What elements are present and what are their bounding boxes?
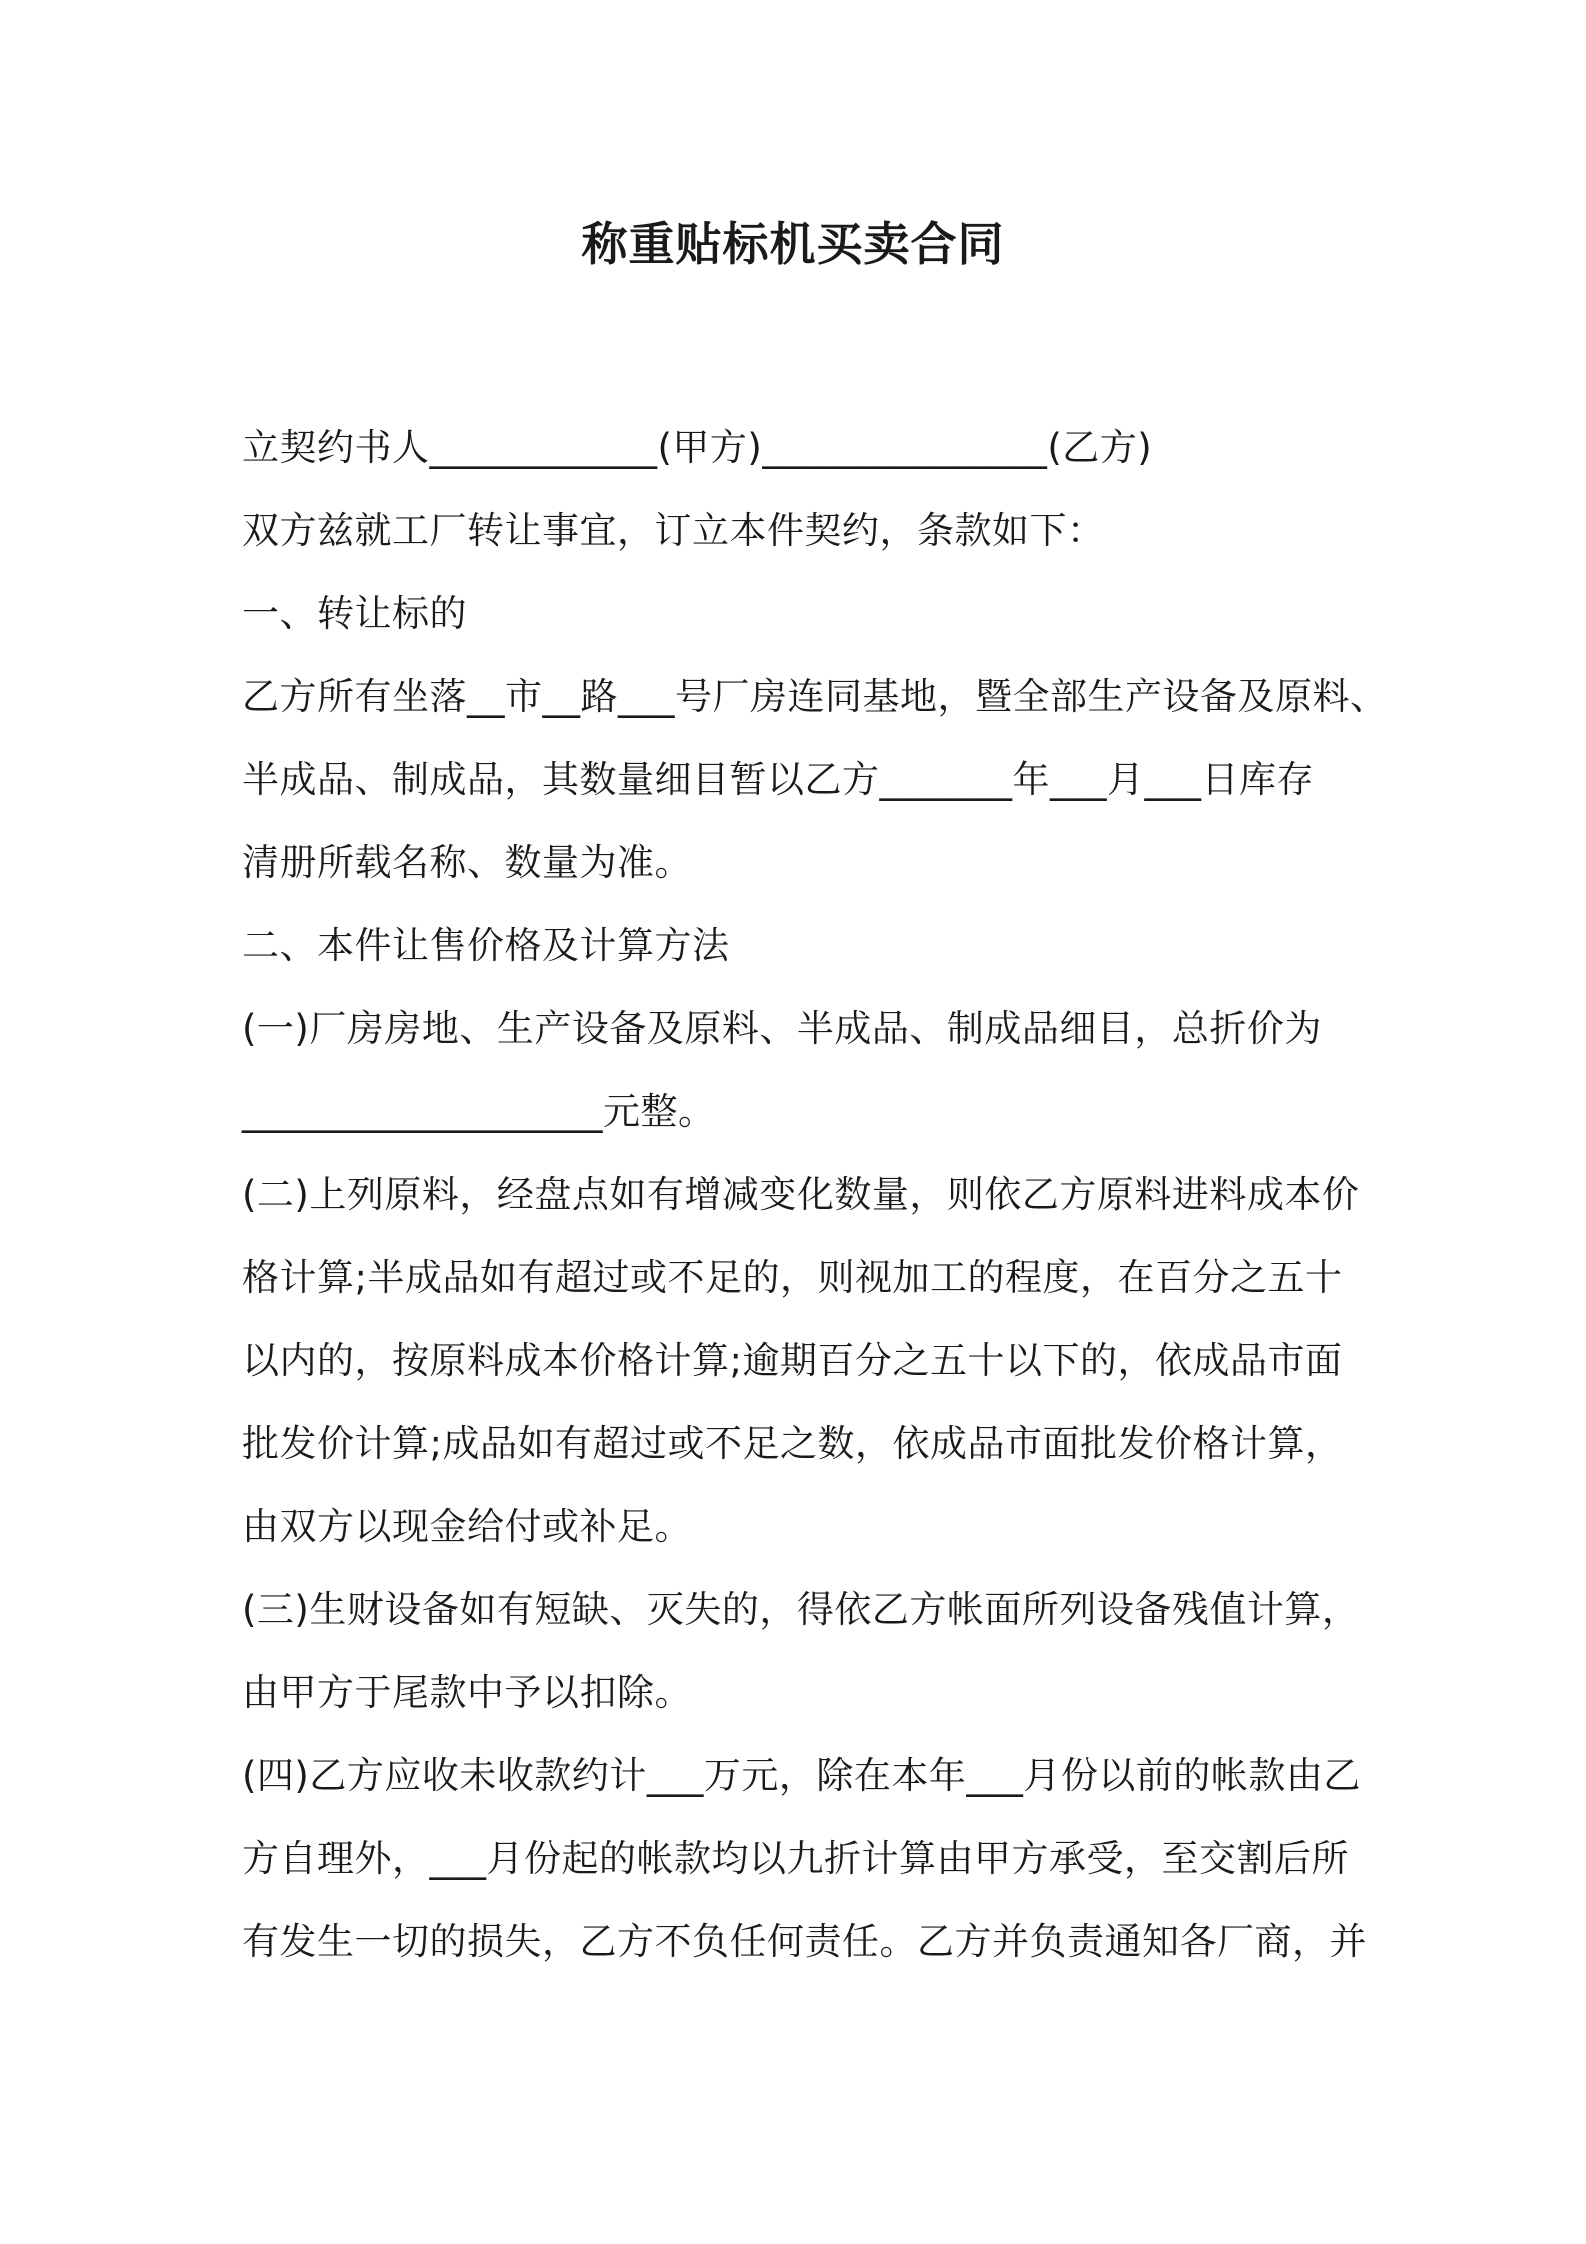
text-line: 乙方所有坐落__市__路___号厂房连同基地，暨全部生产设备及原料、 xyxy=(242,675,1388,718)
text-line: 立契约书人____________(甲方)_______________(乙方) xyxy=(242,426,1153,469)
text-line: (四)乙方应收未收款约计___万元，除在本年___月份以前的帐款由乙 xyxy=(242,1754,1361,1797)
document-body xyxy=(242,406,1388,1983)
text-line: 有发生一切的损失，乙方不负任何责任。乙方并负责通知各厂商，并 xyxy=(242,1920,1367,1963)
section-heading: 一、转让标的 xyxy=(242,592,467,635)
text-line: 清册所载名称、数量为准。 xyxy=(242,841,692,884)
text-line: (三)生财设备如有短缺、灭失的，得依乙方帐面所列设备残值计算， xyxy=(242,1588,1360,1631)
document-title: 称重贴标机买卖合同 xyxy=(581,217,1005,271)
text-line: 格计算;半成品如有超过或不足的，则视加工的程度，在百分之五十 xyxy=(242,1256,1343,1299)
text-line: 由甲方于尾款中予以扣除。 xyxy=(242,1671,692,1714)
text-line: (一)厂房房地、生产设备及原料、半成品、制成品细目，总折价为 xyxy=(242,1007,1322,1050)
text-line: ___________________元整。 xyxy=(242,1090,716,1133)
section-heading: 二、本件让售价格及计算方法 xyxy=(242,924,730,967)
text-line: (二)上列原料，经盘点如有增减变化数量，则依乙方原料进料成本价 xyxy=(242,1173,1360,1216)
text-line: 批发价计算;成品如有超过或不足之数，依成品市面批发价格计算， xyxy=(242,1422,1343,1465)
text-line: 方自理外，___月份起的帐款均以九折计算由甲方承受，至交割后所 xyxy=(242,1837,1349,1880)
text-line: 半成品、制成品，其数量细目暂以乙方_______年___月___日库存 xyxy=(242,758,1314,801)
text-line: 双方兹就工厂转让事宜，订立本件契约，条款如下： xyxy=(242,509,1105,552)
text-line: 由双方以现金给付或补足。 xyxy=(242,1505,692,1548)
text-line: 以内的，按原料成本价格计算;逾期百分之五十以下的，依成品市面 xyxy=(242,1339,1343,1382)
